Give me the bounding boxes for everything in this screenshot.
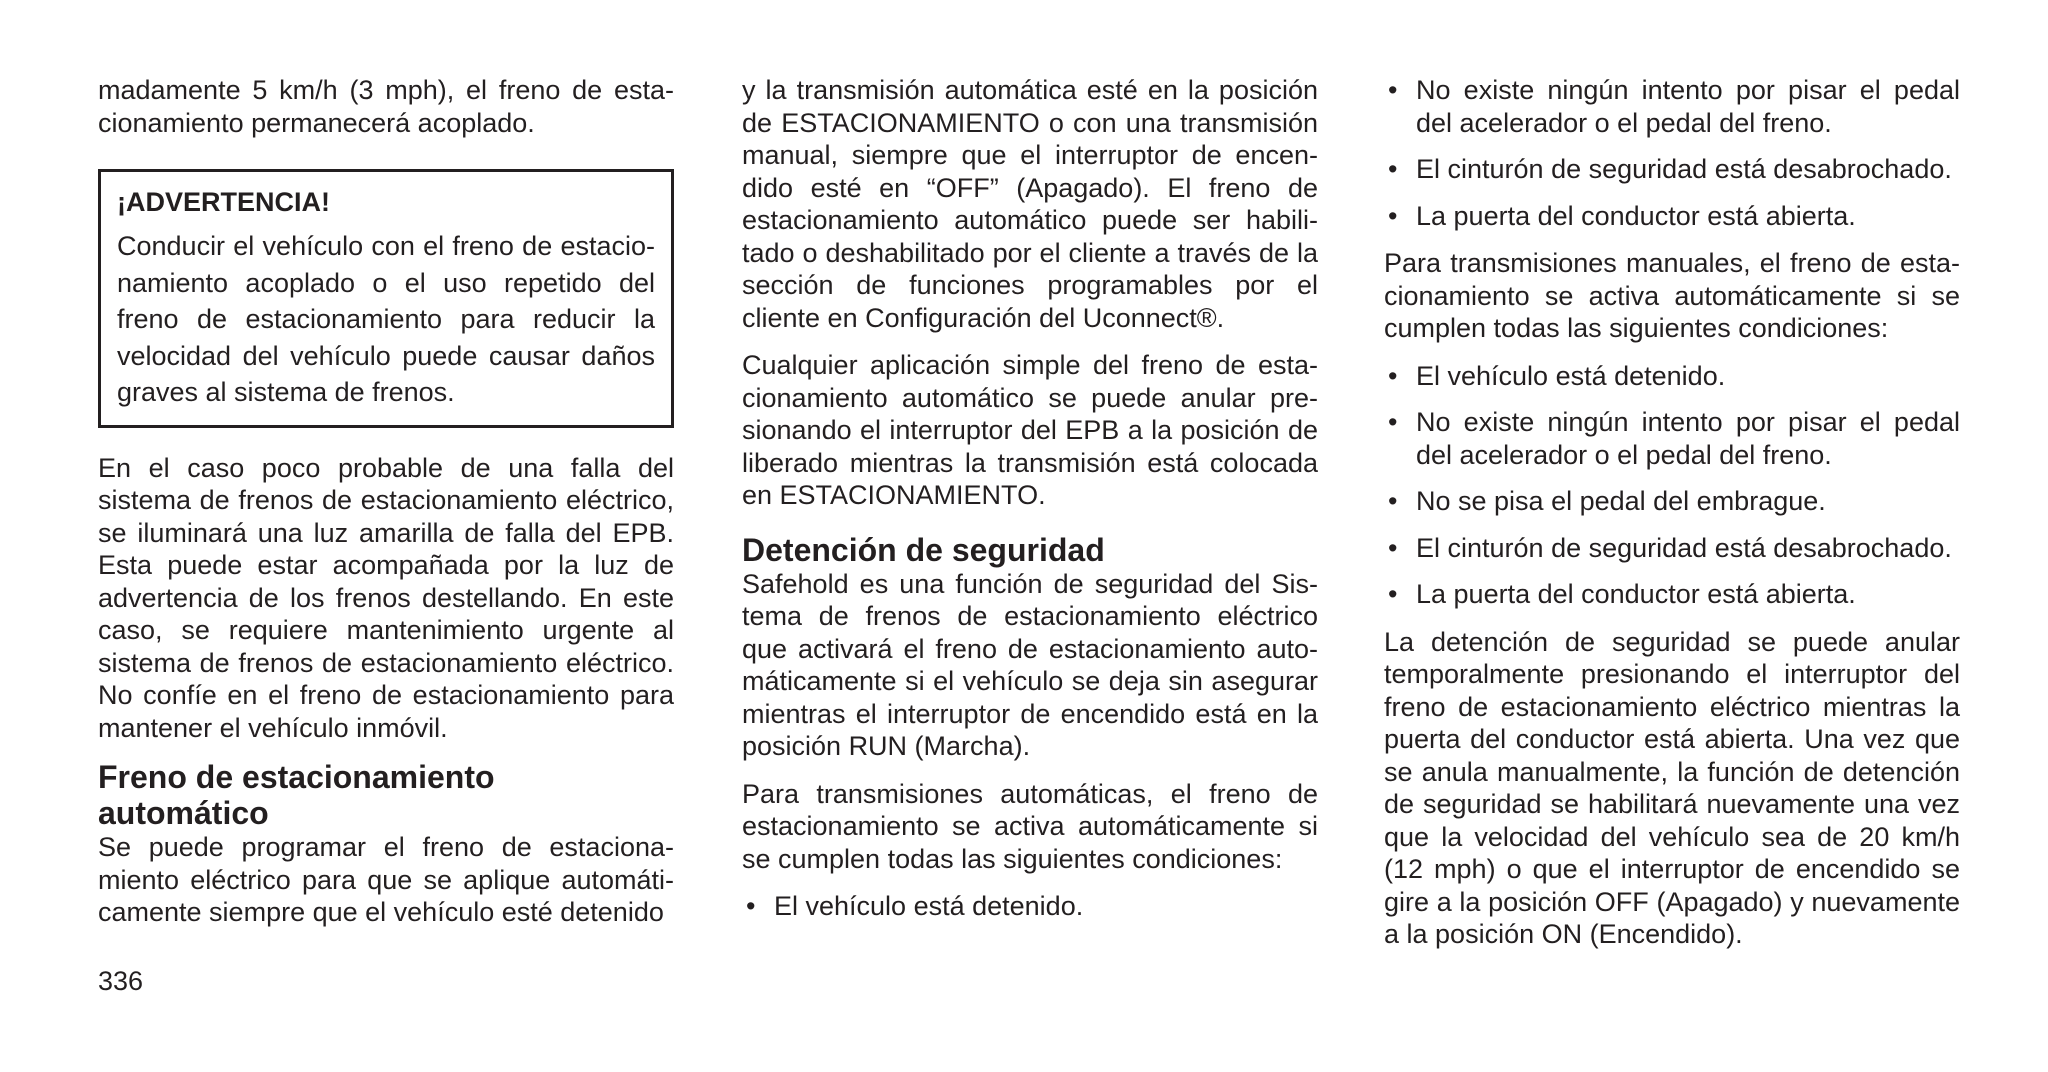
paragraph-auto-park-brake: Se puede programar el freno de estaciona- miento eléctrico para que se aplique automáti- camente siempre que el vehículo esté detenido [98,832,674,927]
column-left [98,74,674,944]
column-right [1384,74,1960,966]
bullet-icon: • [1388,532,1398,563]
paragraph-epb-failure: En el caso poco probable de una falla del sistema de frenos de estacionamiento eléctrico, se iluminará una luz amarilla de falla del EPB. Esta puede estar acompañada por la luz de advertencia de los frenos destellando. En este caso, se requiere mantenimiento urgente al sistema de frenos de estacionamiento eléctrico. No confíe en el freno de estacionamiento para mantener el vehículo inmóvil. [98,452,674,743]
list-item [1384,360,1960,393]
bullet-icon: • [746,891,756,921]
bullet-icon: • [1388,75,1398,105]
list-item-text: La puerta del conductor está abierta. [1416,200,1856,231]
list-item-text: La puerta del conductor está abierta. [1416,579,1856,609]
warning-title: ¡ADVERTENCIA! [117,187,330,217]
paragraph-temporary-override: La detención de seguridad se puede anular temporalmente presionando el interruptor del freno de estacionamiento eléctrico mientras la puerta del conductor está abierta. Una vez que se anula manualmente, la función de detención de seguridad se habilitará nuevamente una vez que la velocidad del vehículo sea de 20 km/h (12 mph) o que el interruptor de encendido se gire a la posición OFF (Apagado) y nuevamente a la posición ON (Encendido). [1384,626,1960,949]
column-middle [742,74,1318,938]
list-item-text: El cinturón de seguridad está desabrochado. [1416,532,1952,563]
paragraph-automatic-transmission: Para transmisiones automáticas, el freno de estacionamiento se activa automáticamente si se cumplen todas las siguientes condiciones: [742,778,1318,874]
bullet-icon: • [1388,154,1398,184]
conditions-list-automatic-continued [1384,74,1960,232]
list-item-text: El vehículo está detenido. [774,891,1084,921]
list-item-text: El vehículo está detenido. [1416,360,1726,391]
list-item [1384,485,1960,518]
list-item [1384,200,1960,233]
list-item [742,890,1318,923]
list-item [1384,153,1960,186]
paragraph-continued: madamente 5 km/h (3 mph), el freno de esta- cionamiento permanecerá acoplado. [98,75,674,138]
heading-line: Freno de estacionamiento [98,759,495,795]
heading-line: automático [98,795,269,831]
warning-box [98,169,674,428]
list-item-text: No existe ningún intento por pisar el pedal del acelerador o el pedal del freno. [1416,407,1960,470]
list-item-text: El cinturón de seguridad está desabrochado. [1416,154,1952,184]
list-item [1384,532,1960,565]
list-item [1384,578,1960,611]
list-item [1384,406,1960,471]
list-item [1384,74,1960,139]
bullet-icon: • [1388,407,1398,437]
conditions-list-manual [1384,360,1960,611]
warning-text: Conducir el vehículo con el freno de estacio- namiento acoplado o el uso repetido del freno de estacionamiento para reducir la velocidad del vehículo puede causar daños graves al sistema de frenos. [117,231,655,407]
paragraph-continued: y la transmisión automática esté en la posición de ESTACIONAMIENTO o con una transmisión manual, siempre que el interruptor de encen- dido esté en “OFF” (Apagado). El freno de estacionamiento automático puede ser habili- tado o deshabilitado por el cliente a través de la sección de funciones programables por el cliente en Configuración del Uconnect®. [742,75,1318,333]
page-number: 336 [98,966,144,996]
list-item-text: No existe ningún intento por pisar el pedal del acelerador o el pedal del freno. [1416,75,1960,138]
bullet-icon: • [1388,579,1398,609]
bullet-icon: • [1388,200,1398,231]
paragraph-manual-transmission: Para transmisiones manuales, el freno de esta- cionamiento se activa automáticamente si se cumplen todas las siguientes condiciones: [1384,248,1960,343]
list-item-text: No se pisa el pedal del embrague. [1416,486,1826,516]
paragraph-override: Cualquier aplicación simple del freno de esta- cionamiento automático se puede anular pre- sionando el interruptor del EPB a la posición de liberado mientras la transmisión está colocada en ESTACIONAMIENTO. [742,350,1318,510]
bullet-icon: • [1388,486,1398,516]
paragraph-safehold: Safehold es una función de seguridad del Sis- tema de frenos de estacionamiento eléctrico que activará el freno de estacionamiento auto- máticamente si el vehículo se deja sin asegurar mientras el interruptor de encendido está en la posición RUN (Marcha). [742,568,1318,761]
section-heading-auto-park-brake [98,759,674,831]
bullet-icon: • [1388,360,1398,391]
section-heading-safehold: Detención de seguridad [742,531,1105,568]
conditions-list-automatic [742,890,1318,923]
